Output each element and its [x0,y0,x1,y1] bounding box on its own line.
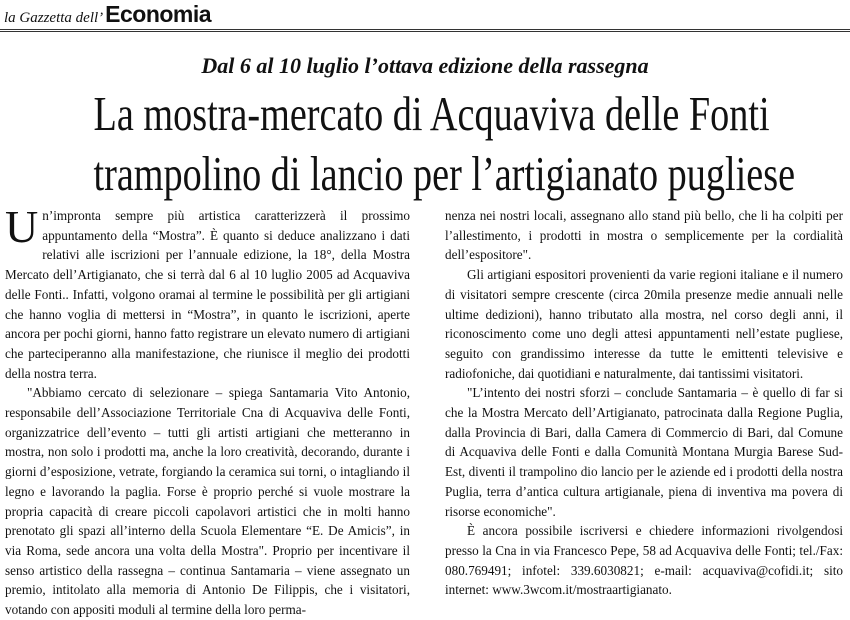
paragraph: È ancora possibile iscriversi e chiedere informazioni rivolgendosi presso la Cna in via Francesco Pepe, 58 ad Acquaviva delle Fonti; tel./Fax: 080.769491; infotel: 339.6030821; e-mail: acquaviva@cofidi.it; sito internet: www.3wcom.it/mostraartigianato. [445,523,843,598]
paragraph: "Abbiamo cercato di selezionare – spiega Santamaria Vito Antonio, responsabile dell’Associazione Territoriale Cna di Acquaviva delle Fonti, organizzatrice dell’evento – tutti gli artisti artigiani che metteranno in mostra, non solo i prodotti ma, anche la loro creatività, decorando, durante i giorni d’esposizione, vetrate, forgiando la ceramica sui torni, o intagliando il legno e lavorando la paglia. Forse è proprio perché si vuole mostrare la propria capacità di creare piccoli capolavori artistici che in molti hanno prenotato gli spazi all’interno della Scuola Elementare “E. De Amicis”, in via Roma, sede ancora una volta della Mostra". Proprio per incentivare il senso artistico della rassegna – continua Santamaria – viene assegnato un premio, intitolato alla memoria di Antonio De Filippis, che i visitatori, votando con appositi moduli al termine della loro perma- [5,385,410,618]
drop-cap: U [5,201,39,252]
newspaper-brand: la Gazzetta dell’ [4,10,104,26]
paragraph: Gli artigiani espositori provenienti da varie regioni italiane e il numero di visitatori sempre crescente (circa 20mila presenze medie annuali nelle ultime dedizioni), hanno tributato alla mostra, nel corso degli anni, il riconoscimento come uno degli attesi appuntamenti nell’estate pugliese, seguito con grandissimo interesse da tutte le emittenti televisive e radiofoniche, dai quotidiani e naturalmente, dai tantissimi visitatori. [445,267,843,381]
paragraph-text: n’impronta sempre più artistica caratterizzerà il prossimo appuntamento della “Mostra”. È quanto si deduce analizzano i dati relativi alle iscrizioni per l’annuale edizione, la 18°, della Mostra Mercato dell’Artigianato, che si terrà dal 6 al 10 luglio 2005 ad Acquaviva delle Fonti.. Infatti, volgono oramai al termine le possibilità per gli artigiani che hanno voglia di mettersi in “Mostra”, in quanto le iscrizioni, aperte ancora per pochi giorni, hanno fatto registrare un elevato numero di artigiani che parteciperanno alla manifestazione, che riunisce il meglio dei prodotti della nostra terra. [5,208,410,381]
article-column-right [445,206,843,600]
header-rule-top [0,29,850,30]
article-column-left [5,201,410,620]
article-headline [93,84,796,204]
section-title: Economia [105,1,212,27]
newspaper-header [4,1,211,27]
article-kicker: Dal 6 al 10 luglio l’ottava edizione della rassegna [201,53,649,78]
header-rule-bottom [0,31,850,32]
paragraph: nenza nei nostri locali, assegnano allo stand più bello, che li ha colpiti per l’allestimento, i prodotti in mostra o semplicemente per la cordialità dell’espositore". [445,208,843,263]
headline-line-2: trampolino di lancio per l’artigianato pugliese [93,146,796,201]
headline-line-1: La mostra-mercato di Acquaviva delle Fonti [93,86,770,141]
paragraph [5,201,410,383]
paragraph: "L’intento dei nostri sforzi – conclude Santamaria – è quello di far si che la Mostra Mercato dell’Artigianato, patrocinata dalla Regione Puglia, dalla Provincia di Bari, dalla Camera di Commercio di Bari, dal Comune di Acquaviva delle Fonti e dalla Comunità Montana Murgia Barese Sud-Est, diventi il trampolino dio lancio per le aziende ed i prodotti della nostra Puglia, terra d’antica cultura artigianale, piena di inventiva ma povera di risorse economiche". [445,385,843,519]
